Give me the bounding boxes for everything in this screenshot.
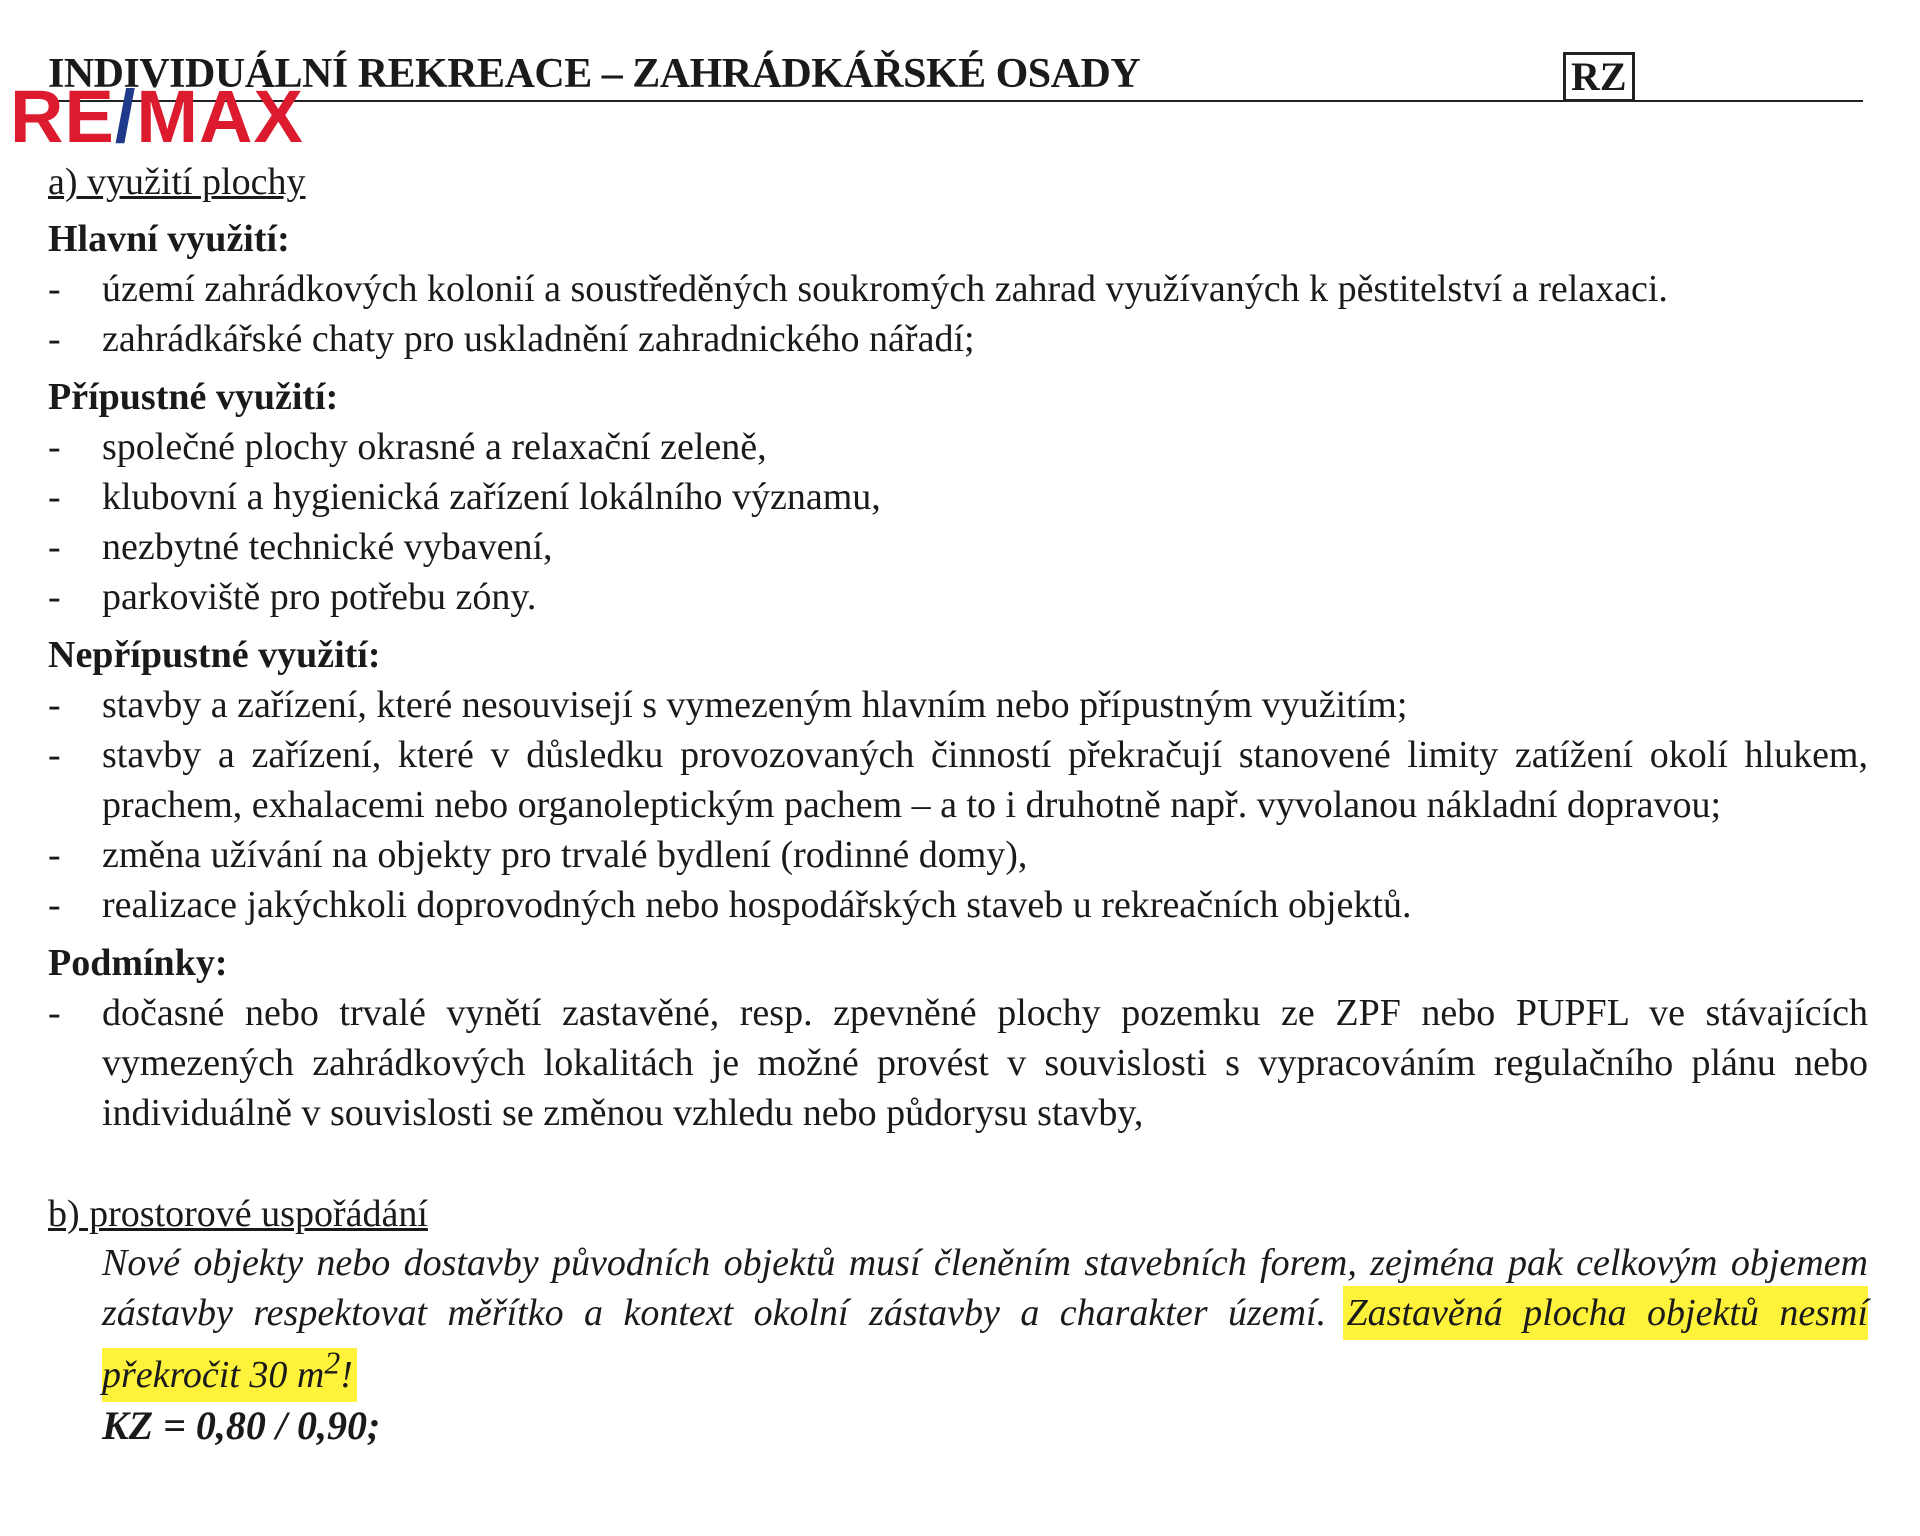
- list-item: - klubovní a hygienická zařízení lokálního významu,: [48, 476, 881, 518]
- permitted-use-list: [48, 422, 1868, 622]
- list-item: - stavby a zařízení, které nesouvisejí s vymezeným hlavním nebo přípustným využitím;: [48, 684, 1408, 726]
- highlighted-text: Zastavěná plocha objektů nesmí překročit 30 $m^2$!: [102, 1292, 1869, 1396]
- list-item: - nezbytné technické vybavení,: [48, 526, 553, 568]
- document-header: [48, 48, 1863, 102]
- forbidden-use-list: [48, 680, 1868, 930]
- logo-text-right: MAX: [136, 75, 304, 158]
- section-a-title: a) využití plochy: [48, 161, 306, 203]
- list-item: - území zahrádkových kolonií a soustředěných soukromých zahrad využívaných k pěstitelství a relaxaci.: [48, 268, 1668, 310]
- list-item: - parkoviště pro potřebu zóny.: [48, 576, 537, 618]
- zone-code-badge: RZ: [1563, 52, 1635, 102]
- list-item: - realizace jakýchkoli doprovodných nebo hospodářských staveb u rekreačních objektů.: [48, 884, 1412, 926]
- logo-slash: /: [114, 75, 137, 158]
- section-b-title: b) prostorové uspořádání: [48, 1193, 428, 1235]
- list-item: - dočasné nebo trvalé vynětí zastavěné, resp. zpevněné plochy pozemku ze ZPF nebo PUPFL ve stávajících vymezených zahrádkových lokalitách je možné provést v souvislosti s vypracováním regulačního plánu nebo individuálně v souvislosti se změnou vzhledu nebo půdorysu stavby,: [48, 992, 1868, 1134]
- conditions-list: [48, 988, 1868, 1138]
- list-item: - stavby a zařízení, které v důsledku provozovaných činností překračují stanovené limity zatížení okolí hlukem, prachem, exhalacemi nebo organoleptickým pachem – a to i druhotně např. vyvolanou nákladní dopravou;: [48, 734, 1868, 826]
- main-use-list: [48, 264, 1868, 364]
- document-body: [48, 158, 1868, 1452]
- forbidden-use-heading: Nepřípustné využití:: [48, 634, 381, 676]
- superscript-2: 2: [324, 1345, 341, 1380]
- paragraph-text: Nové objekty nebo dostavby původních objektů musí členěním stavebních forem, zejména pak celkovým objemem zástavby respektovat měřítko a kontext okolní zástavby a charakter území.: [102, 1242, 1868, 1334]
- remax-logo: [10, 75, 304, 158]
- main-use-heading: Hlavní využití:: [48, 218, 290, 260]
- list-item: - zahrádkářské chaty pro uskladnění zahradnického nářadí;: [48, 318, 975, 360]
- logo-text-left: RE: [10, 75, 115, 158]
- spatial-arrangement-paragraph: [48, 1238, 1868, 1400]
- conditions-heading: Podmínky:: [48, 942, 228, 984]
- permitted-use-heading: Přípustné využití:: [48, 376, 339, 418]
- page-title: INDIVIDUÁLNÍ REKREACE – ZAHRÁDKÁŘSKÉ OSADY: [48, 51, 1141, 97]
- list-item: - změna užívání na objekty pro trvalé bydlení (rodinné domy),: [48, 834, 1028, 876]
- kz-formula: KZ = 0,80 / 0,90;: [102, 1402, 381, 1448]
- list-item: - společné plochy okrasné a relaxační zeleně,: [48, 426, 767, 468]
